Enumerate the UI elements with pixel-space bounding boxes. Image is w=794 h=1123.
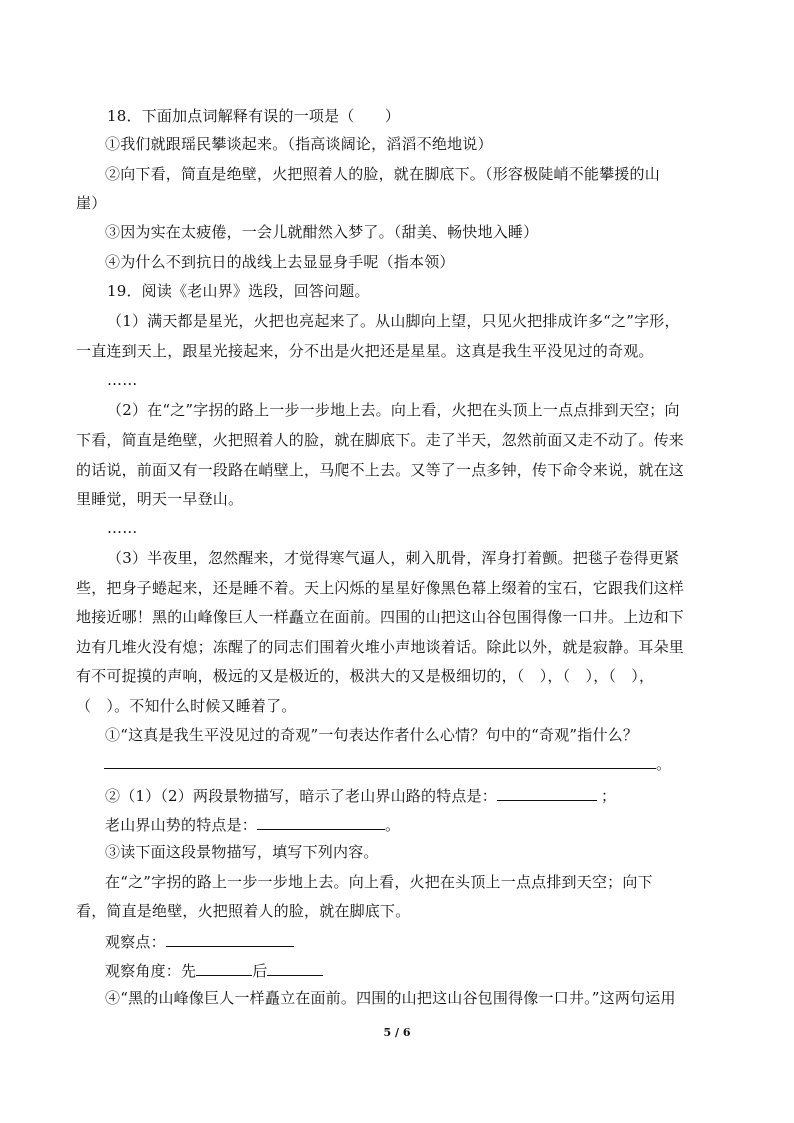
q18-option-4: ④为什么不到抗日的战线上去显显身手呢（指本领） — [105, 253, 455, 271]
q19-stem: 19．阅读《老山界》选段，回答问题。 — [107, 282, 370, 300]
q19-sub-question-1: ①“这真是我生平没见过的奇观”一句表达作者什么心情？句中的“奇观”指什么？ — [105, 726, 639, 744]
passage-paragraph-3-line-2: 些，把身子蜷起来，还是睡不着。天上闪烁的星星好像黑色幕上缀着的宝石，它跟我们这样 — [76, 579, 685, 597]
passage-paragraph-3-line-3: 地接近哪！黑的山峰像巨人一样矗立在面前。四围的山把这山谷包围得像一口井。上边和下 — [76, 608, 685, 626]
mountain-feature-answer-blank[interactable] — [257, 813, 385, 830]
part-a-end-mark: ； — [601, 787, 617, 805]
q19-sub-question-2-part-b — [105, 813, 400, 835]
q18-option-2-line-1: ②向下看，简直是绝壁，火把照着人的脸，就在脚底下。（形容极陡峭不能攀援的山 — [105, 165, 660, 183]
q18-option-1: ①我们就跟瑶民攀谈起来。（指高谈阔论，滔滔不绝地说） — [105, 135, 493, 153]
q19-sub-question-3: ③读下面这段景物描写，填写下列内容。 — [105, 843, 379, 861]
answer-end-mark: 。 — [656, 755, 672, 773]
observation-point-row — [105, 930, 294, 952]
observation-angle-label: 观察角度：先 — [105, 962, 197, 980]
q18-option-2-line-2: 崖） — [76, 194, 107, 212]
answer-blank[interactable] — [104, 752, 656, 769]
q19-sub-question-4: ④“黑的山峰像巨人一样矗立在面前。四围的山把这山谷包围得像一口井。”这两句运用 — [105, 989, 676, 1007]
passage-ellipsis-2: …… — [107, 519, 138, 537]
observation-point-label: 观察点： — [105, 933, 166, 951]
passage-paragraph-1-line-2: 一直连到天上，跟星光接起来，分不出是火把还是星星。这真是我生平没见过的奇观。 — [76, 342, 654, 360]
passage-paragraph-2-line-2: 下看，简直是绝壁，火把照着人的脸，就在脚底下。走了半天，忽然前面又走不动了。传来 — [76, 431, 685, 449]
q19-sub-question-2-part-a — [105, 784, 616, 806]
road-feature-answer-blank[interactable] — [497, 784, 597, 801]
observation-point-blank[interactable] — [166, 930, 294, 947]
sub-question-2-part-a-text: ②（1）（2）两段景物描写，暗示了老山界山路的特点是： — [105, 787, 497, 805]
passage-paragraph-3-line-6: （ ）。不知什么时候又睡着了。 — [76, 697, 297, 715]
passage-paragraph-2-line-3: 的话说，前面又有一段路在峭壁上，马爬不上去。又等了一点多钟，传下命令来说，就在这 — [76, 461, 685, 479]
observation-angle-after-label: 后 — [252, 962, 268, 980]
passage-paragraph-3-line-1: （3）半夜里，忽然醒来，才觉得寒气逼人，刺入肌骨，浑身打着颤。把毯子卷得更紧 — [107, 549, 680, 567]
observation-angle-row — [105, 959, 323, 981]
observation-angle-first-blank[interactable] — [196, 959, 252, 976]
sub-question-2-part-b-text: 老山界山势的特点是： — [105, 816, 258, 834]
passage-paragraph-2-line-1: （2）在“之”字拐的路上一步一步地上去。向上看，火把在头顶上一点点排到天空；向 — [107, 401, 680, 419]
sub-question-3-excerpt-line-2: 看，简直是绝壁，火把照着人的脸，就在脚底下。 — [76, 902, 411, 920]
q18-stem: 18．下面加点词解释有误的一项是（ ） — [107, 107, 401, 125]
q18-option-3: ③因为实在太疲倦，一会儿就酣然入梦了。（甜美、畅快地入睡） — [105, 223, 539, 241]
page-number: 5 / 6 — [383, 1026, 411, 1039]
part-b-end-mark: 。 — [385, 816, 401, 834]
q19-sub-question-1-answer — [104, 752, 671, 774]
passage-paragraph-2-line-4: 里睡觉，明天一早登山。 — [76, 490, 244, 508]
passage-ellipsis-1: …… — [107, 371, 138, 389]
passage-paragraph-3-line-4: 边有几堆火没有熄；冻醒了的同志们围着火堆小声地谈着话。除此以外，就是寂静。耳朵里 — [76, 638, 685, 656]
sub-question-3-excerpt-line-1: 在“之”字拐的路上一步一步地上去。向上看，火把在头顶上一点点排到天空；向下 — [105, 873, 653, 891]
observation-angle-second-blank[interactable] — [267, 959, 323, 976]
passage-paragraph-1-line-1: （1）满天都是星光，火把也亮起来了。从山脚向上望，只见火把排成许多“之”字形， — [107, 312, 680, 330]
passage-paragraph-3-line-5: 有不可捉摸的声响，极远的又是极近的，极洪大的又是极细切的，（ ），（ ），（ ）， — [76, 667, 655, 685]
